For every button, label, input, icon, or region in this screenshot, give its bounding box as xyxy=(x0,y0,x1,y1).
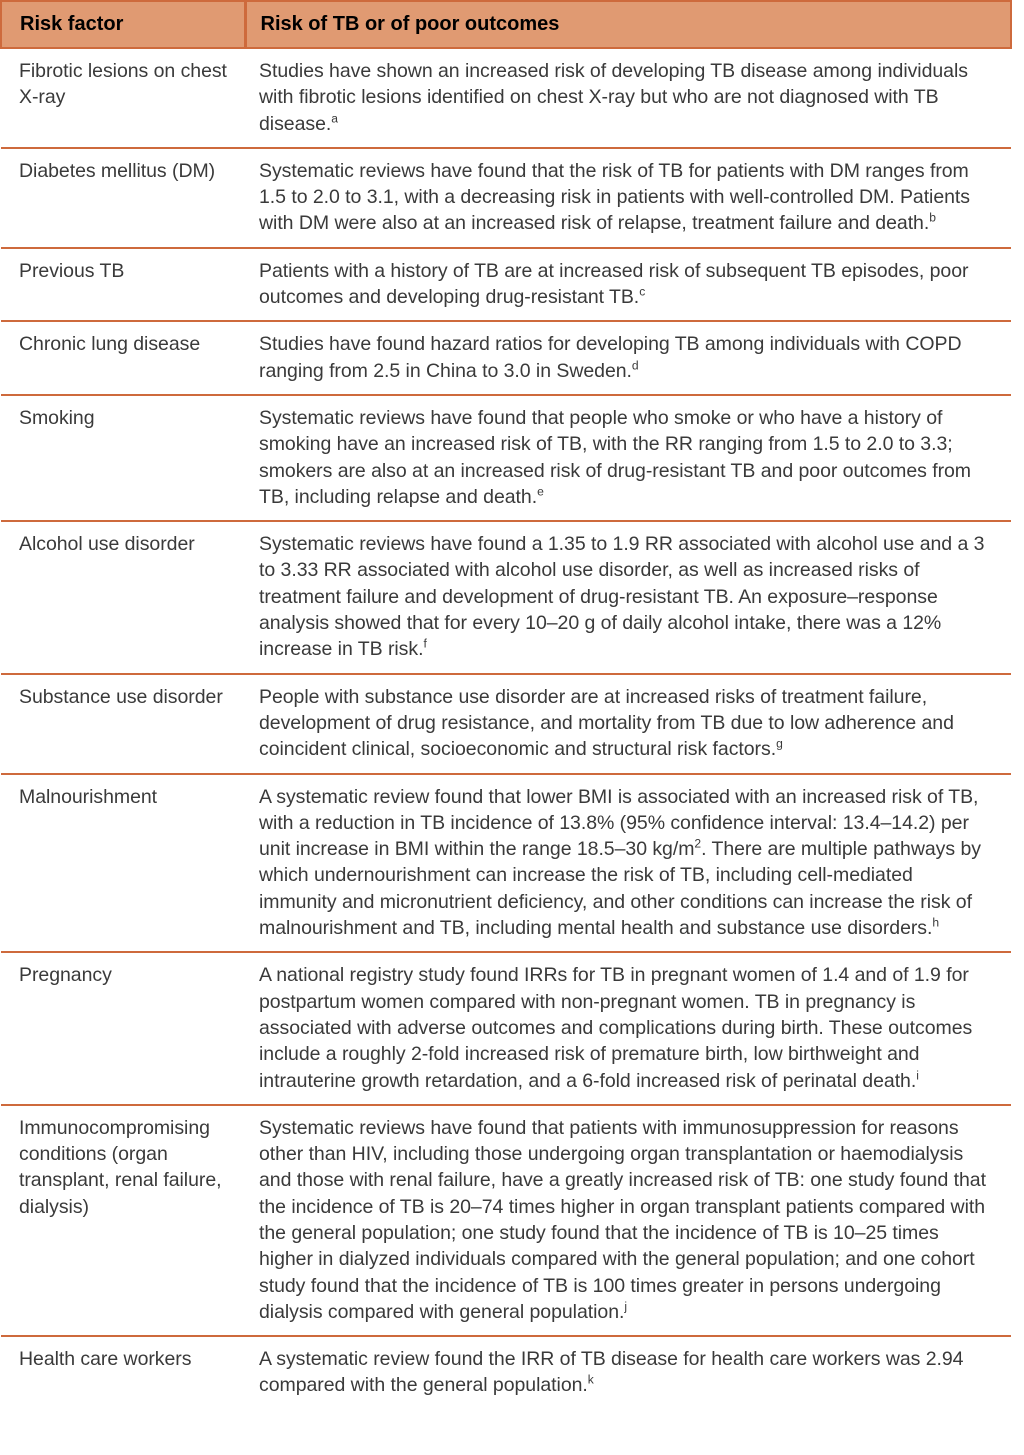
cell-risk-factor: Immunocompromising conditions (organ transplant, renal failure, dialysis) xyxy=(1,1105,245,1336)
table-row xyxy=(1,321,1011,395)
footnote-marker: f xyxy=(423,636,427,651)
cell-risk-factor: Smoking xyxy=(1,395,245,521)
cell-risk-outcome: Systematic reviews have found that patients with immunosuppression for reasons other than HIV, including those undergoing organ transplantation or haemodialysis and those with renal failure, have a greatly increased risk of TB: one study found that the incidence of TB is 20–74 times higher in organ transplant patients compared with the general population; one study found that the incidence of TB is 10–25 times higher in dialyzed individuals compared with the general population; and one cohort study found that the incidence of TB is 100 times greater in persons undergoing dialysis compared with general population.$^j$ xyxy=(245,1105,1011,1336)
cell-risk-factor: Malnourishment xyxy=(1,774,245,953)
cell-risk-outcome: Patients with a history of TB are at increased risk of subsequent TB episodes, poor outcomes and developing drug-resistant TB.$^c$ xyxy=(245,248,1011,322)
table-row xyxy=(1,1105,1011,1336)
table-row xyxy=(1,48,1011,148)
cell-risk-outcome: Systematic reviews have found a 1.35 to 1.9 RR associated with alcohol use and a 3 to 3.33 RR associated with alcohol use disorder, as well as increased risks of treatment failure and development of drug-resistant TB. An exposure–response analysis showed that for every 10–20 g of daily alcohol intake, there was a 12% increase in TB risk.$^f$ xyxy=(245,521,1011,673)
column-header-risk-factor: Risk factor xyxy=(1,1,245,48)
footnote-marker: h xyxy=(932,915,940,930)
table-row xyxy=(1,395,1011,521)
cell-risk-outcome: Systematic reviews have found that people who smoke or who have a history of smoking have an increased risk of TB, with the RR ranging from 1.5 to 2.0 to 3.3; smokers are also at an increased risk of drug-resistant TB and poor outcomes from TB, including relapse and death.$^e$ xyxy=(245,395,1011,521)
cell-risk-factor: Previous TB xyxy=(1,248,245,322)
table-row xyxy=(1,674,1011,774)
inline-superscript: 2 xyxy=(694,836,702,851)
footnote-marker: j xyxy=(624,1299,628,1314)
table-row xyxy=(1,774,1011,953)
table-row xyxy=(1,148,1011,248)
cell-risk-outcome: People with substance use disorder are at increased risks of treatment failure, development of drug resistance, and mortality from TB due to low adherence and coincident clinical, socioeconomic and structural risk factors.$^g$ xyxy=(245,674,1011,774)
header-row xyxy=(1,1,1011,48)
footnote-marker: a xyxy=(331,111,338,126)
cell-risk-factor: Chronic lung disease xyxy=(1,321,245,395)
cell-risk-outcome: A systematic review found that lower BMI is associated with an increased risk of TB, with a reduction in TB incidence of 13.8% (95% confidence interval: 13.4–14.2) per unit increase in BMI within the range 18.5–30 $kg/m^2$. There are multiple pathways by which undernourishment can increase the risk of TB, including cell-mediated immunity and micronutrient deficiency, and other conditions can increase the risk of malnourishment and TB, including mental health and substance use disorders.$^h$ xyxy=(245,774,1011,953)
footnote-marker: b xyxy=(929,210,936,225)
cell-risk-factor: Substance use disorder xyxy=(1,674,245,774)
footnote-marker: g xyxy=(776,736,783,751)
table-row xyxy=(1,521,1011,673)
cell-risk-outcome: Studies have found hazard ratios for developing TB among individuals with COPD ranging from 2.5 in China to 3.0 in Sweden.$^d$ xyxy=(245,321,1011,395)
footnote-marker: c xyxy=(639,284,646,299)
table-row xyxy=(1,248,1011,322)
table-row xyxy=(1,952,1011,1104)
cell-risk-factor: Pregnancy xyxy=(1,952,245,1104)
cell-risk-factor: Health care workers xyxy=(19,1348,192,1371)
footnote-marker: e xyxy=(537,484,544,499)
footnote-marker: i xyxy=(916,1068,919,1082)
table-header xyxy=(1,1,1011,48)
column-header-risk-outcomes: Risk of TB or of poor outcomes xyxy=(245,1,1011,48)
cell-risk-factor: Alcohol use disorder xyxy=(1,521,245,673)
cell-risk-outcome: A national registry study found IRRs for TB in pregnant women of 1.4 and of 1.9 for postpartum women compared with non-pregnant women. TB in pregnancy is associated with adverse outcomes and complications during birth. These outcomes include a roughly 2-fold increased risk of premature birth, low birthweight and intrauterine growth retardation, and a 6-fold increased risk of perinatal death.$^i$ xyxy=(245,952,1011,1104)
cell-risk-outcome: A systematic review found the IRR of TB disease for health care workers was 2.94 compared with the general population.$^k$ xyxy=(259,1348,964,1397)
cell-risk-factor: Fibrotic lesions on chest X-ray xyxy=(1,48,245,148)
footnote-marker: k xyxy=(587,1372,594,1387)
cell-risk-outcome: Studies have shown an increased risk of developing TB disease among individuals with fibrotic lesions identified on chest X-ray but who are not diagnosed with TB disease.$^a$ xyxy=(245,48,1011,148)
cell-risk-factor: Diabetes mellitus (DM) xyxy=(1,148,245,248)
cell-risk-outcome: Systematic reviews have found that the risk of TB for patients with DM ranges from 1.5 to 2.0 to 3.1, with a decreasing risk in patients with well-controlled DM. Patients with DM were also at an increased risk of relapse, treatment failure and death.$^b$ xyxy=(245,148,1011,248)
table-body xyxy=(1,48,1011,1409)
footnote-marker: d xyxy=(631,358,639,373)
table-row xyxy=(1,1336,1011,1409)
